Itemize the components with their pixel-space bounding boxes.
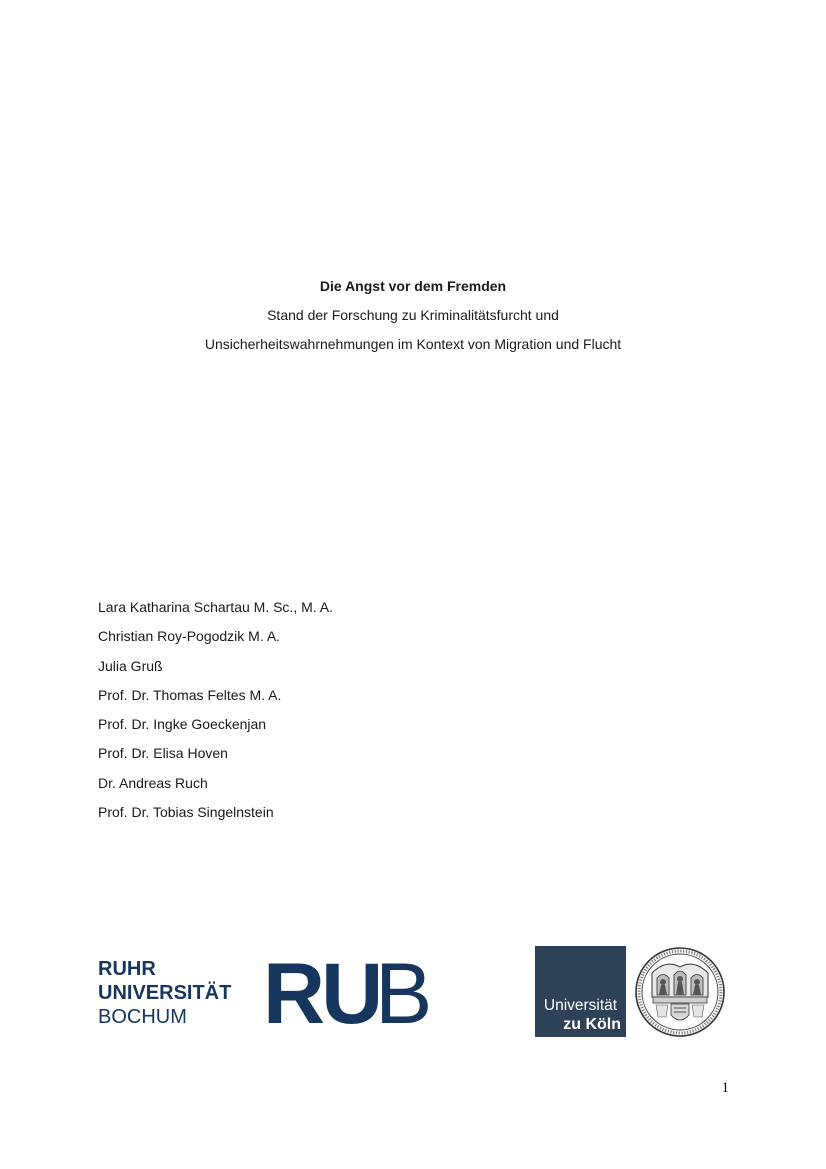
rub-logo-mark-b: B — [375, 952, 433, 1036]
author-name: Dr. Andreas Ruch — [98, 774, 208, 791]
author-name: Prof. Dr. Ingke Goeckenjan — [98, 716, 267, 733]
university-seal-icon — [636, 948, 724, 1036]
document-subtitle-line-1: Stand der Forschung zu Kriminalitätsfurcht und — [267, 307, 559, 323]
universitaet-zu-koeln-logo — [535, 945, 727, 1039]
koeln-logo-text-line-1: Universität — [543, 997, 618, 1014]
author-name: Prof. Dr. Tobias Singelnstein — [98, 804, 274, 821]
rub-logo-mark-ru: RU — [263, 952, 380, 1036]
author-name: Christian Roy-Pogodzik M. A. — [98, 628, 281, 645]
page-number: 1 — [721, 1080, 729, 1096]
author-name: Prof. Dr. Elisa Hoven — [98, 745, 228, 762]
document-subtitle-line-2: Unsicherheitswahrnehmungen im Kontext von Migration und Flucht — [204, 336, 622, 352]
ruhr-universitaet-bochum-logo — [97, 952, 437, 1036]
rub-logo-text-line-2: UNIVERSITÄT — [98, 982, 232, 1004]
author-list — [98, 597, 333, 831]
rub-logo-text-line-1: RUHR — [98, 958, 156, 980]
author-name: Julia Gruß — [98, 657, 163, 674]
author-name: Lara Katharina Schartau M. Sc., M. A. — [98, 599, 333, 615]
author-name: Prof. Dr. Thomas Feltes M. A. — [98, 686, 282, 703]
document-title: Die Angst vor dem Fremden — [319, 278, 507, 294]
koeln-logo-text-line-2: zu Köln — [563, 1016, 621, 1033]
rub-logo-text-line-3: BOCHUM — [98, 1006, 187, 1028]
title-block — [0, 276, 826, 363]
